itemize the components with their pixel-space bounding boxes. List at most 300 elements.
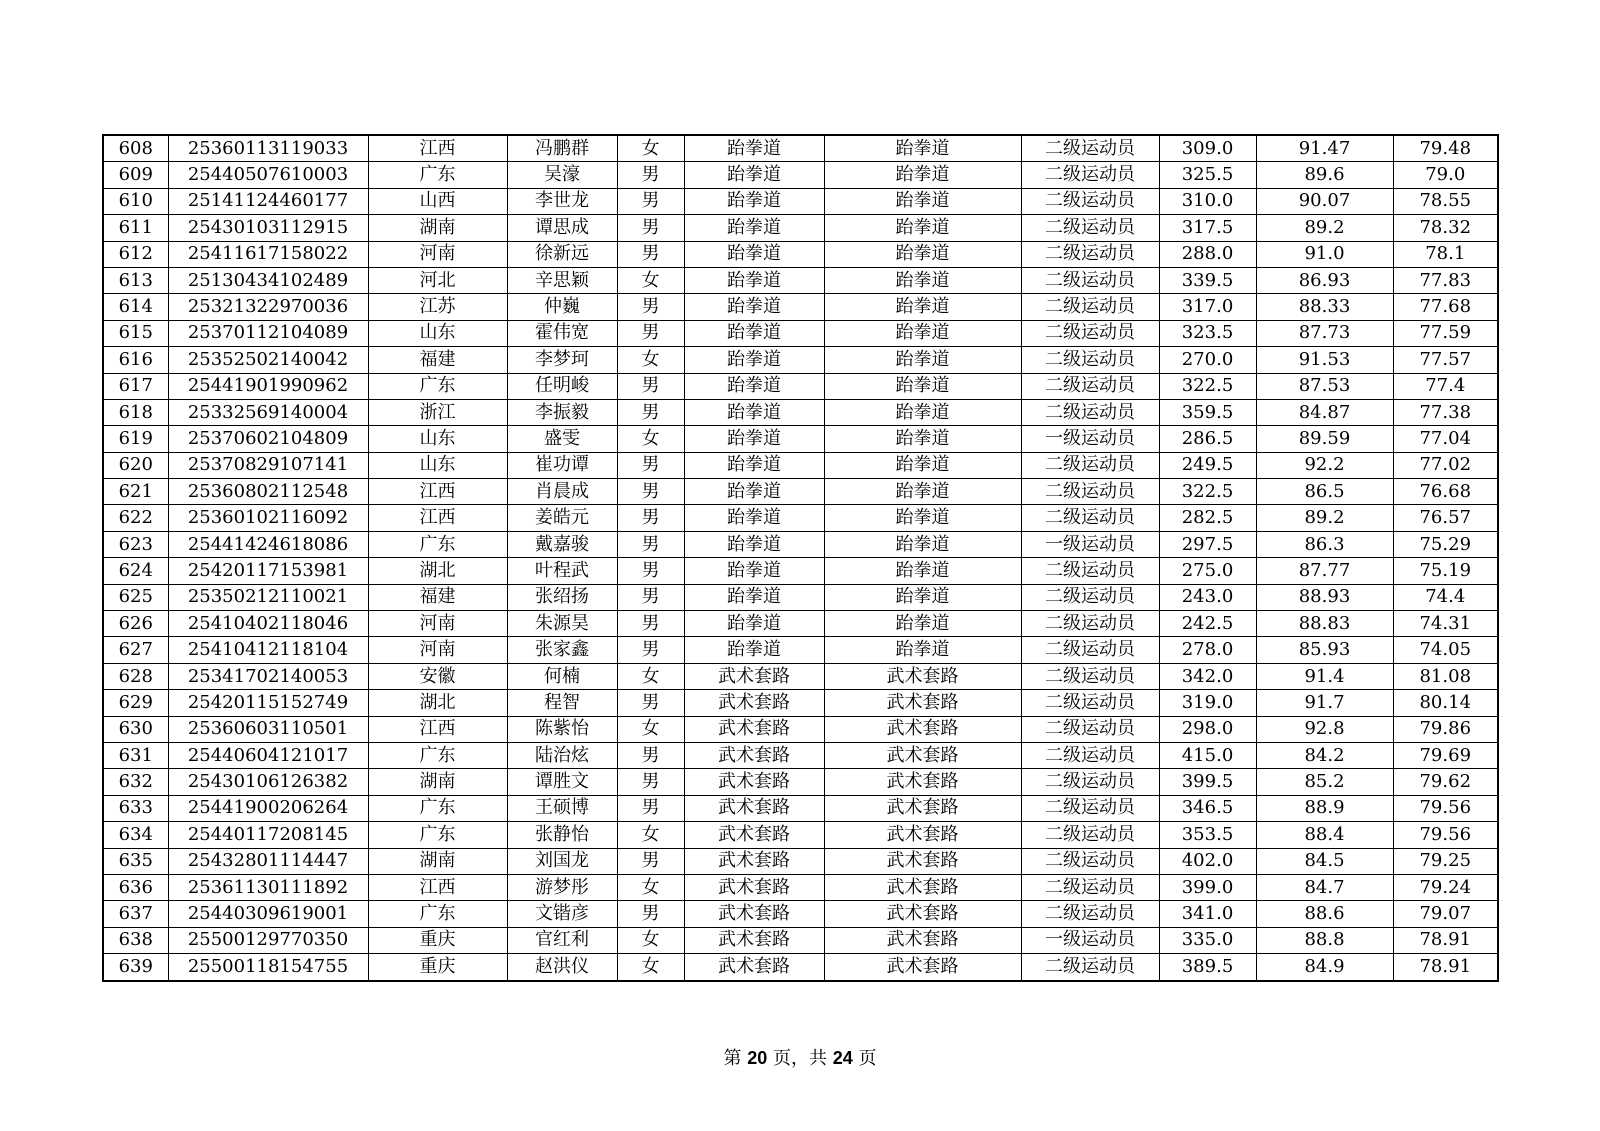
sport-score-cell: 88.9 — [1256, 795, 1393, 821]
table-row — [103, 426, 1498, 452]
athlete-level-cell: 二级运动员 — [1021, 215, 1159, 241]
table-row — [103, 320, 1498, 346]
specialty-cell: 武术套路 — [824, 848, 1021, 874]
exam-id-cell: 25130434102489 — [168, 267, 368, 293]
sport-cell: 跆拳道 — [684, 294, 824, 320]
total-score-cell: 78.91 — [1393, 927, 1498, 953]
page-footer — [0, 1044, 1600, 1070]
province-cell: 江苏 — [368, 294, 507, 320]
athlete-level-cell: 二级运动员 — [1021, 716, 1159, 742]
athlete-level-cell: 二级运动员 — [1021, 795, 1159, 821]
specialty-cell: 跆拳道 — [824, 320, 1021, 346]
name-cell: 辛思颖 — [507, 267, 617, 293]
province-cell: 山东 — [368, 320, 507, 346]
sport-cell: 武术套路 — [684, 716, 824, 742]
sport-score-cell: 86.93 — [1256, 267, 1393, 293]
province-cell: 福建 — [368, 584, 507, 610]
athlete-level-cell: 二级运动员 — [1021, 954, 1159, 981]
province-cell: 浙江 — [368, 399, 507, 425]
gender-cell: 男 — [617, 584, 684, 610]
culture-score-cell: 339.5 — [1159, 267, 1256, 293]
exam-id-cell: 25410402118046 — [168, 611, 368, 637]
athlete-level-cell: 二级运动员 — [1021, 320, 1159, 346]
athlete-level-cell: 二级运动员 — [1021, 901, 1159, 927]
sport-score-cell: 91.7 — [1256, 690, 1393, 716]
table-row — [103, 267, 1498, 293]
specialty-cell: 跆拳道 — [824, 373, 1021, 399]
row-number-cell: 609 — [103, 162, 168, 188]
athlete-level-cell: 一级运动员 — [1021, 531, 1159, 557]
sport-score-cell: 84.9 — [1256, 954, 1393, 981]
total-score-cell: 77.68 — [1393, 294, 1498, 320]
sport-score-cell: 84.87 — [1256, 399, 1393, 425]
specialty-cell: 武术套路 — [824, 663, 1021, 689]
gender-cell: 男 — [617, 452, 684, 478]
culture-score-cell: 322.5 — [1159, 479, 1256, 505]
gender-cell: 女 — [617, 954, 684, 981]
sport-score-cell: 92.8 — [1256, 716, 1393, 742]
province-cell: 江西 — [368, 479, 507, 505]
total-score-cell: 81.08 — [1393, 663, 1498, 689]
specialty-cell: 跆拳道 — [824, 215, 1021, 241]
total-score-cell: 79.0 — [1393, 162, 1498, 188]
province-cell: 广东 — [368, 795, 507, 821]
row-number-cell: 622 — [103, 505, 168, 531]
exam-id-cell: 25441900206264 — [168, 795, 368, 821]
exam-id-cell: 25440117208145 — [168, 822, 368, 848]
total-score-cell: 79.24 — [1393, 874, 1498, 900]
culture-score-cell: 346.5 — [1159, 795, 1256, 821]
name-cell: 陆治炫 — [507, 742, 617, 768]
table-row — [103, 135, 1498, 162]
province-cell: 河南 — [368, 241, 507, 267]
province-cell: 湖南 — [368, 215, 507, 241]
name-cell: 朱源昊 — [507, 611, 617, 637]
table-row — [103, 769, 1498, 795]
province-cell: 山西 — [368, 188, 507, 214]
name-cell: 吴濠 — [507, 162, 617, 188]
row-number-cell: 621 — [103, 479, 168, 505]
gender-cell: 男 — [617, 848, 684, 874]
culture-score-cell: 323.5 — [1159, 320, 1256, 346]
athlete-level-cell: 二级运动员 — [1021, 848, 1159, 874]
province-cell: 广东 — [368, 822, 507, 848]
row-number-cell: 632 — [103, 769, 168, 795]
total-score-cell: 77.38 — [1393, 399, 1498, 425]
sport-cell: 武术套路 — [684, 742, 824, 768]
athlete-level-cell: 二级运动员 — [1021, 637, 1159, 663]
gender-cell: 女 — [617, 347, 684, 373]
sport-score-cell: 89.2 — [1256, 505, 1393, 531]
row-number-cell: 628 — [103, 663, 168, 689]
sport-score-cell: 87.53 — [1256, 373, 1393, 399]
name-cell: 冯鹏群 — [507, 135, 617, 162]
athlete-level-cell: 一级运动员 — [1021, 927, 1159, 953]
name-cell: 姜皓元 — [507, 505, 617, 531]
gender-cell: 男 — [617, 742, 684, 768]
specialty-cell: 跆拳道 — [824, 267, 1021, 293]
gender-cell: 男 — [617, 505, 684, 531]
athlete-level-cell: 二级运动员 — [1021, 267, 1159, 293]
total-score-cell: 79.07 — [1393, 901, 1498, 927]
exam-id-cell: 25430103112915 — [168, 215, 368, 241]
province-cell: 福建 — [368, 347, 507, 373]
gender-cell: 女 — [617, 822, 684, 848]
gender-cell: 男 — [617, 479, 684, 505]
table-row — [103, 215, 1498, 241]
exam-id-cell: 25361130111892 — [168, 874, 368, 900]
name-cell: 张家鑫 — [507, 637, 617, 663]
specialty-cell: 跆拳道 — [824, 135, 1021, 162]
culture-score-cell: 415.0 — [1159, 742, 1256, 768]
province-cell: 湖南 — [368, 769, 507, 795]
total-score-cell: 74.4 — [1393, 584, 1498, 610]
total-score-cell: 77.04 — [1393, 426, 1498, 452]
specialty-cell: 跆拳道 — [824, 294, 1021, 320]
culture-score-cell: 286.5 — [1159, 426, 1256, 452]
specialty-cell: 武术套路 — [824, 769, 1021, 795]
table-row — [103, 954, 1498, 981]
sport-cell: 武术套路 — [684, 954, 824, 981]
athlete-level-cell: 二级运动员 — [1021, 188, 1159, 214]
exam-id-cell: 25352502140042 — [168, 347, 368, 373]
exam-id-cell: 25500129770350 — [168, 927, 368, 953]
name-cell: 张绍扬 — [507, 584, 617, 610]
table-row — [103, 584, 1498, 610]
gender-cell: 女 — [617, 135, 684, 162]
total-score-cell: 77.83 — [1393, 267, 1498, 293]
exam-id-cell: 25360603110501 — [168, 716, 368, 742]
sport-cell: 跆拳道 — [684, 426, 824, 452]
athlete-level-cell: 二级运动员 — [1021, 874, 1159, 900]
athlete-level-cell: 二级运动员 — [1021, 241, 1159, 267]
gender-cell: 男 — [617, 611, 684, 637]
specialty-cell: 跆拳道 — [824, 162, 1021, 188]
total-score-cell: 79.86 — [1393, 716, 1498, 742]
sport-score-cell: 88.33 — [1256, 294, 1393, 320]
exam-id-cell: 25370829107141 — [168, 452, 368, 478]
name-cell: 盛雯 — [507, 426, 617, 452]
sport-cell: 武术套路 — [684, 874, 824, 900]
name-cell: 程智 — [507, 690, 617, 716]
athlete-level-cell: 二级运动员 — [1021, 742, 1159, 768]
table-row — [103, 294, 1498, 320]
gender-cell: 男 — [617, 162, 684, 188]
culture-score-cell: 341.0 — [1159, 901, 1256, 927]
athlete-level-cell: 二级运动员 — [1021, 162, 1159, 188]
sport-score-cell: 91.4 — [1256, 663, 1393, 689]
name-cell: 王硕博 — [507, 795, 617, 821]
specialty-cell: 武术套路 — [824, 874, 1021, 900]
sport-score-cell: 88.8 — [1256, 927, 1393, 953]
sport-score-cell: 84.5 — [1256, 848, 1393, 874]
exam-id-cell: 25321322970036 — [168, 294, 368, 320]
sport-cell: 跆拳道 — [684, 188, 824, 214]
culture-score-cell: 399.0 — [1159, 874, 1256, 900]
sport-score-cell: 92.2 — [1256, 452, 1393, 478]
exam-id-cell: 25360113119033 — [168, 135, 368, 162]
athlete-level-cell: 二级运动员 — [1021, 505, 1159, 531]
exam-id-cell: 25370112104089 — [168, 320, 368, 346]
culture-score-cell: 309.0 — [1159, 135, 1256, 162]
name-cell: 霍伟宽 — [507, 320, 617, 346]
row-number-cell: 625 — [103, 584, 168, 610]
specialty-cell: 跆拳道 — [824, 637, 1021, 663]
exam-id-cell: 25360802112548 — [168, 479, 368, 505]
table-row — [103, 479, 1498, 505]
gender-cell: 男 — [617, 531, 684, 557]
exam-id-cell: 25370602104809 — [168, 426, 368, 452]
sport-cell: 武术套路 — [684, 690, 824, 716]
total-score-cell: 75.29 — [1393, 531, 1498, 557]
gender-cell: 男 — [617, 637, 684, 663]
sport-cell: 跆拳道 — [684, 558, 824, 584]
exam-id-cell: 25441424618086 — [168, 531, 368, 557]
specialty-cell: 跆拳道 — [824, 347, 1021, 373]
row-number-cell: 634 — [103, 822, 168, 848]
culture-score-cell: 298.0 — [1159, 716, 1256, 742]
sport-cell: 跆拳道 — [684, 347, 824, 373]
athlete-level-cell: 二级运动员 — [1021, 452, 1159, 478]
culture-score-cell: 319.0 — [1159, 690, 1256, 716]
current-page-number: 20 — [747, 1048, 768, 1068]
sport-cell: 跆拳道 — [684, 373, 824, 399]
row-number-cell: 614 — [103, 294, 168, 320]
table-row — [103, 531, 1498, 557]
sport-score-cell: 87.77 — [1256, 558, 1393, 584]
footer-prefix: 第 — [723, 1048, 748, 1069]
exam-id-cell: 25440507610003 — [168, 162, 368, 188]
specialty-cell: 跆拳道 — [824, 241, 1021, 267]
table-row — [103, 373, 1498, 399]
exam-id-cell: 25141124460177 — [168, 188, 368, 214]
sport-score-cell: 91.0 — [1256, 241, 1393, 267]
total-score-cell: 78.55 — [1393, 188, 1498, 214]
gender-cell: 女 — [617, 663, 684, 689]
sport-score-cell: 85.2 — [1256, 769, 1393, 795]
total-score-cell: 79.69 — [1393, 742, 1498, 768]
specialty-cell: 跆拳道 — [824, 426, 1021, 452]
row-number-cell: 616 — [103, 347, 168, 373]
row-number-cell: 613 — [103, 267, 168, 293]
sport-cell: 跆拳道 — [684, 320, 824, 346]
sport-cell: 武术套路 — [684, 822, 824, 848]
table-row — [103, 347, 1498, 373]
culture-score-cell: 275.0 — [1159, 558, 1256, 584]
row-number-cell: 610 — [103, 188, 168, 214]
row-number-cell: 627 — [103, 637, 168, 663]
sport-cell: 跆拳道 — [684, 267, 824, 293]
specialty-cell: 武术套路 — [824, 927, 1021, 953]
province-cell: 山东 — [368, 426, 507, 452]
athlete-level-cell: 二级运动员 — [1021, 822, 1159, 848]
culture-score-cell: 342.0 — [1159, 663, 1256, 689]
culture-score-cell: 317.5 — [1159, 215, 1256, 241]
sport-cell: 武术套路 — [684, 901, 824, 927]
province-cell: 河南 — [368, 637, 507, 663]
sport-cell: 跆拳道 — [684, 399, 824, 425]
row-number-cell: 633 — [103, 795, 168, 821]
row-number-cell: 635 — [103, 848, 168, 874]
name-cell: 肖晨成 — [507, 479, 617, 505]
table-row — [103, 162, 1498, 188]
table-row — [103, 901, 1498, 927]
row-number-cell: 624 — [103, 558, 168, 584]
name-cell: 文锴彦 — [507, 901, 617, 927]
specialty-cell: 跆拳道 — [824, 611, 1021, 637]
culture-score-cell: 242.5 — [1159, 611, 1256, 637]
total-score-cell: 76.68 — [1393, 479, 1498, 505]
gender-cell: 男 — [617, 373, 684, 399]
sport-score-cell: 91.53 — [1256, 347, 1393, 373]
sport-score-cell: 88.93 — [1256, 584, 1393, 610]
total-page-number: 24 — [832, 1048, 853, 1068]
row-number-cell: 617 — [103, 373, 168, 399]
gender-cell: 男 — [617, 795, 684, 821]
sport-cell: 跆拳道 — [684, 135, 824, 162]
name-cell: 仲巍 — [507, 294, 617, 320]
total-score-cell: 77.4 — [1393, 373, 1498, 399]
row-number-cell: 629 — [103, 690, 168, 716]
name-cell: 张静怡 — [507, 822, 617, 848]
athlete-level-cell: 二级运动员 — [1021, 399, 1159, 425]
total-score-cell: 74.31 — [1393, 611, 1498, 637]
table-row — [103, 742, 1498, 768]
name-cell: 任明峻 — [507, 373, 617, 399]
name-cell: 叶程武 — [507, 558, 617, 584]
athlete-level-cell: 二级运动员 — [1021, 690, 1159, 716]
name-cell: 李梦珂 — [507, 347, 617, 373]
exam-id-cell: 25441901990962 — [168, 373, 368, 399]
specialty-cell: 武术套路 — [824, 690, 1021, 716]
name-cell: 官红利 — [507, 927, 617, 953]
name-cell: 谭胜文 — [507, 769, 617, 795]
total-score-cell: 75.19 — [1393, 558, 1498, 584]
sport-score-cell: 90.07 — [1256, 188, 1393, 214]
gender-cell: 男 — [617, 215, 684, 241]
exam-id-cell: 25430106126382 — [168, 769, 368, 795]
culture-score-cell: 359.5 — [1159, 399, 1256, 425]
culture-score-cell: 310.0 — [1159, 188, 1256, 214]
specialty-cell: 跆拳道 — [824, 584, 1021, 610]
name-cell: 刘国龙 — [507, 848, 617, 874]
athlete-level-cell: 二级运动员 — [1021, 135, 1159, 162]
exam-id-cell: 25432801114447 — [168, 848, 368, 874]
province-cell: 山东 — [368, 452, 507, 478]
specialty-cell: 武术套路 — [824, 742, 1021, 768]
name-cell: 何楠 — [507, 663, 617, 689]
exam-id-cell: 25360102116092 — [168, 505, 368, 531]
province-cell: 广东 — [368, 901, 507, 927]
name-cell: 游梦彤 — [507, 874, 617, 900]
row-number-cell: 631 — [103, 742, 168, 768]
exam-id-cell: 25420117153981 — [168, 558, 368, 584]
gender-cell: 女 — [617, 874, 684, 900]
gender-cell: 男 — [617, 901, 684, 927]
gender-cell: 男 — [617, 558, 684, 584]
table-row — [103, 241, 1498, 267]
sport-cell: 跆拳道 — [684, 452, 824, 478]
sport-cell: 武术套路 — [684, 795, 824, 821]
culture-score-cell: 249.5 — [1159, 452, 1256, 478]
sport-cell: 跆拳道 — [684, 162, 824, 188]
athlete-level-cell: 二级运动员 — [1021, 294, 1159, 320]
province-cell: 江西 — [368, 874, 507, 900]
row-number-cell: 623 — [103, 531, 168, 557]
specialty-cell: 武术套路 — [824, 954, 1021, 981]
sport-score-cell: 85.93 — [1256, 637, 1393, 663]
province-cell: 湖北 — [368, 558, 507, 584]
specialty-cell: 武术套路 — [824, 822, 1021, 848]
table-body — [103, 135, 1498, 981]
exam-id-cell: 25440309619001 — [168, 901, 368, 927]
athlete-level-cell: 一级运动员 — [1021, 426, 1159, 452]
sport-score-cell: 87.73 — [1256, 320, 1393, 346]
table-row — [103, 848, 1498, 874]
sport-cell: 武术套路 — [684, 769, 824, 795]
row-number-cell: 615 — [103, 320, 168, 346]
total-score-cell: 79.25 — [1393, 848, 1498, 874]
sport-score-cell: 88.4 — [1256, 822, 1393, 848]
specialty-cell: 跆拳道 — [824, 188, 1021, 214]
row-number-cell: 630 — [103, 716, 168, 742]
gender-cell: 男 — [617, 294, 684, 320]
row-number-cell: 619 — [103, 426, 168, 452]
row-number-cell: 608 — [103, 135, 168, 162]
table-row — [103, 795, 1498, 821]
name-cell: 赵洪仪 — [507, 954, 617, 981]
culture-score-cell: 402.0 — [1159, 848, 1256, 874]
exam-id-cell: 25420115152749 — [168, 690, 368, 716]
specialty-cell: 武术套路 — [824, 716, 1021, 742]
province-cell: 广东 — [368, 162, 507, 188]
specialty-cell: 跆拳道 — [824, 479, 1021, 505]
province-cell: 重庆 — [368, 954, 507, 981]
athlete-level-cell: 二级运动员 — [1021, 558, 1159, 584]
athlete-level-cell: 二级运动员 — [1021, 769, 1159, 795]
province-cell: 江西 — [368, 505, 507, 531]
culture-score-cell: 243.0 — [1159, 584, 1256, 610]
sport-cell: 跆拳道 — [684, 505, 824, 531]
name-cell: 徐新远 — [507, 241, 617, 267]
specialty-cell: 跆拳道 — [824, 452, 1021, 478]
sport-score-cell: 88.6 — [1256, 901, 1393, 927]
culture-score-cell: 278.0 — [1159, 637, 1256, 663]
gender-cell: 男 — [617, 188, 684, 214]
gender-cell: 男 — [617, 690, 684, 716]
name-cell: 戴嘉骏 — [507, 531, 617, 557]
table-row — [103, 637, 1498, 663]
name-cell: 陈紫怡 — [507, 716, 617, 742]
row-number-cell: 611 — [103, 215, 168, 241]
specialty-cell: 跆拳道 — [824, 399, 1021, 425]
table-row — [103, 663, 1498, 689]
sport-cell: 跆拳道 — [684, 479, 824, 505]
sport-cell: 跆拳道 — [684, 637, 824, 663]
province-cell: 江西 — [368, 716, 507, 742]
total-score-cell: 76.57 — [1393, 505, 1498, 531]
name-cell: 李世龙 — [507, 188, 617, 214]
athlete-level-cell: 二级运动员 — [1021, 584, 1159, 610]
specialty-cell: 跆拳道 — [824, 558, 1021, 584]
sport-score-cell: 91.47 — [1256, 135, 1393, 162]
culture-score-cell: 325.5 — [1159, 162, 1256, 188]
province-cell: 安徽 — [368, 663, 507, 689]
table-row — [103, 188, 1498, 214]
total-score-cell: 79.56 — [1393, 822, 1498, 848]
row-number-cell: 612 — [103, 241, 168, 267]
total-score-cell: 78.32 — [1393, 215, 1498, 241]
